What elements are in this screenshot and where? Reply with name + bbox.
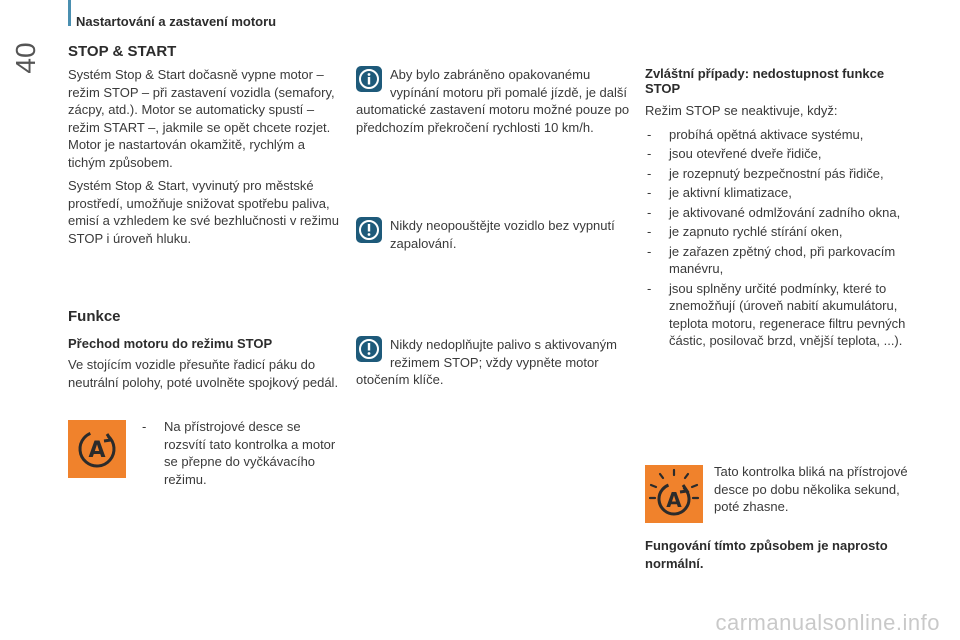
- stop-start-blinking-indicator-icon: [645, 465, 703, 523]
- urban-paragraph: Systém Stop & Start, vyvinutý pro městské prostředí, umožňuje snižovat spotřebu paliva, emisí a vzhledem ke své bezhlučnosti v režimu STOP i úroveň hluku.: [68, 178, 339, 246]
- stop-start-intro: [68, 66, 343, 247]
- funkce-title: Funkce: [68, 308, 121, 325]
- list-item: - probíhá opětná aktivace systému,: [645, 126, 920, 144]
- special-cases-intro: Režim STOP se neaktivuje, když:: [645, 103, 838, 118]
- section-header: Nastartování a zastavení motoru: [76, 14, 277, 29]
- list-item: - je rozepnutý bezpečnostní pás řidiče,: [645, 165, 920, 183]
- blink-text: Tato kontrolka bliká na přístrojové desce po dobu několika sekund, poté zhasne.: [714, 464, 908, 514]
- warning-text-2: Nikdy nedoplňujte palivo s aktivovaným režimem STOP; vždy vypněte motor otočením klíče.: [356, 337, 617, 387]
- list-item: - jsou otevřené dveře řidiče,: [645, 145, 920, 163]
- special-cases-title: Zvláštní případy: nedostupnost funkce STOP: [645, 66, 885, 96]
- warning-icon: [356, 336, 382, 362]
- list-item: - jsou splněny určité podmínky, které to znemožňují (úroveň nabití akumulátoru, teplota motoru, regenerace filtru pevných částic, posilovač brzd, vnější teplota, ...).: [645, 280, 920, 350]
- list-item: - je aktivní klimatizace,: [645, 184, 920, 202]
- list-item: - je aktivované odmlžování zadního okna,: [645, 204, 920, 222]
- stop-mode-section: [68, 336, 343, 391]
- normal-note: [645, 537, 910, 572]
- page-number: 40: [10, 42, 41, 74]
- section-title: STOP & START: [68, 43, 177, 60]
- svg-text:A: A: [88, 438, 106, 463]
- list-item: - je zařazen zpětný chod, při parkovacím manévru,: [645, 243, 920, 278]
- info-note: [356, 66, 631, 136]
- list-item: - je zapnuto rychlé stírání oken,: [645, 223, 920, 241]
- warning-note-1: [356, 217, 631, 252]
- stop-mode-paragraph: Ve stojícím vozidle přesuňte řadicí páku do neutrální polohy, poté uvolněte spojkový pedál.: [68, 357, 339, 390]
- special-cases-section: [645, 66, 920, 352]
- warning-text-1: Nikdy neopouštějte vozidlo bez vypnutí zapalování.: [390, 218, 615, 251]
- conditions-list: [645, 126, 920, 350]
- indicator-note: [140, 418, 340, 490]
- normal-text: Fungování tímto způsobem je naprosto normální.: [645, 538, 888, 571]
- info-icon: [356, 66, 382, 92]
- column-1: [68, 43, 343, 60]
- stop-start-indicator-icon: [68, 420, 126, 478]
- info-text: Aby bylo zabráněno opakovanému vypínání motoru při pomalé jízdě, je další automatické zastavení motoru možné pouze po předchozím překročení rychlosti 10 km/h.: [356, 67, 630, 135]
- intro-paragraph: Systém Stop & Start dočasně vypne motor – režim STOP – při zastavení vozidla (semafory, zácpy, atd.). Motor se automaticky spustí – režim START –, jakmile se opět chcete rozjet. Motor je nastartován okamžitě, rychlým a tichým způsobem.: [68, 67, 335, 170]
- svg-text:A: A: [666, 488, 682, 512]
- watermark: carmanualsonline.info: [715, 610, 940, 635]
- funkce-section: [68, 308, 343, 325]
- stop-mode-subtitle: Přechod motoru do režimu STOP: [68, 336, 273, 351]
- warning-icon: [356, 217, 382, 243]
- indicator-text: - Na přístrojové desce se rozsvítí tato kontrolka a motor se přepne do vyčkávacího režimu.: [140, 418, 340, 488]
- blink-note: [714, 463, 914, 516]
- header-accent-bar: [68, 0, 71, 26]
- warning-note-2: [356, 336, 631, 389]
